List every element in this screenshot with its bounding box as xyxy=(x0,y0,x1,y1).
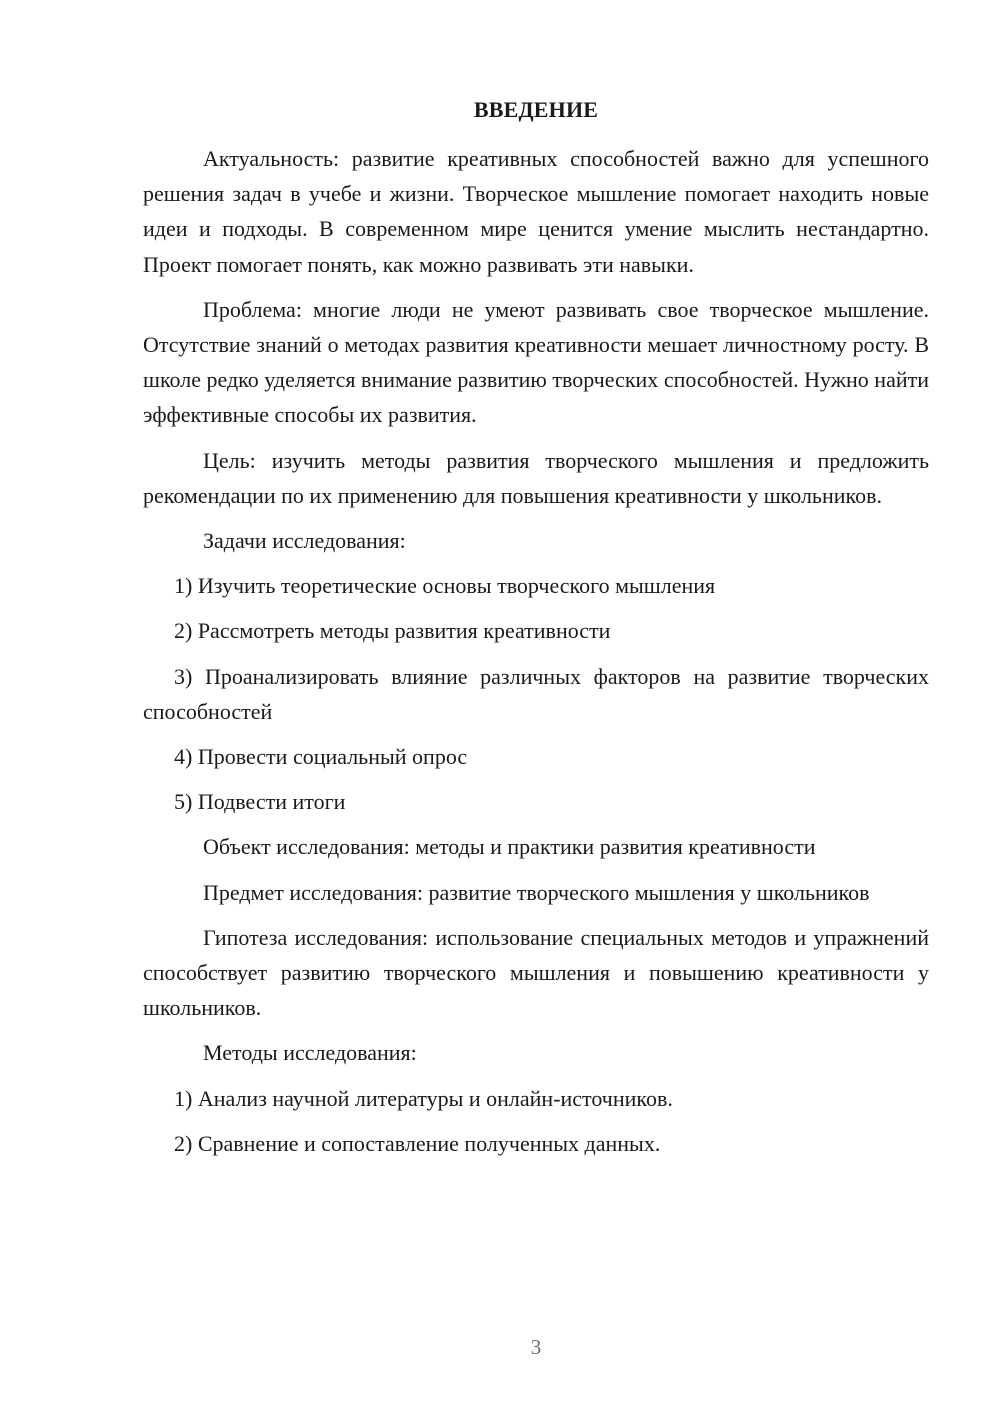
document-page xyxy=(143,92,929,1171)
goal-paragraph: Цель: изучить методы развития творческого мышления и предложить рекомендации по их применению для повышения креативности у школьников. xyxy=(143,447,929,508)
task-item-2: 2) Рассмотреть методы развития креативности xyxy=(174,618,611,644)
method-item-1: 1) Анализ научной литературы и онлайн-источников. xyxy=(174,1085,673,1111)
problem-paragraph: Проблема: многие люди не умеют развивать свое творческое мышление. Отсутствие знаний о методах развития креативности мешает личностному росту. В школе редко уделяется внимание развитию творческих способностей. Нужно найти эффективные способы их развития. xyxy=(143,296,929,428)
method-item-2: 2) Сравнение и сопоставление полученных данных. xyxy=(174,1130,661,1156)
object-paragraph: Объект исследования: методы и практики развития креативности xyxy=(203,834,816,860)
task-item-4: 4) Провести социальный опрос xyxy=(174,744,468,770)
methods-heading: Методы исследования: xyxy=(203,1040,417,1066)
task-item-1: 1) Изучить теоретические основы творческого мышления xyxy=(174,573,716,599)
task-item-3: 3) Проанализировать влияние различных факторов на развитие творческих способностей xyxy=(143,663,929,724)
relevance-paragraph: Актуальность: развитие креативных способностей важно для успешного решения задач в учебе и жизни. Творческое мышление помогает находить новые идеи и подходы. В современном мире ценится умение мыслить нестандартно. Проект помогает понять, как можно развивать эти навыки. xyxy=(143,146,929,277)
page-number: 3 xyxy=(530,1335,542,1359)
tasks-heading: Задачи исследования: xyxy=(203,528,406,554)
page-title: ВВЕДЕНИЕ xyxy=(473,97,599,122)
hypothesis-paragraph: Гипотеза исследования: использование специальных методов и упражнений способствует развитию творческого мышления и повышению креативности у школьников. xyxy=(143,924,929,1021)
subject-paragraph: Предмет исследования: развитие творческого мышления у школьников xyxy=(203,879,870,905)
task-item-5: 5) Подвести итоги xyxy=(174,789,346,815)
